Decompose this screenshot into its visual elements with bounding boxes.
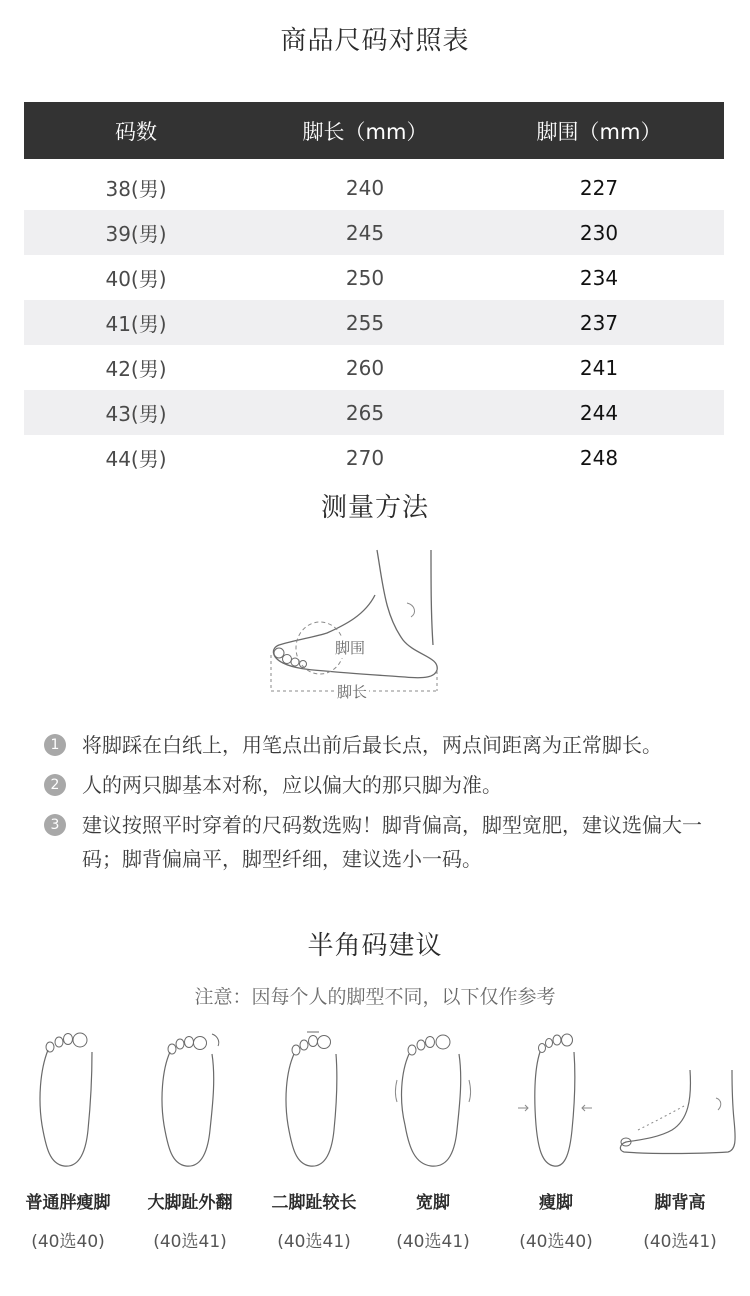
girth-cell: 244: [579, 400, 619, 425]
length-label: 脚长: [337, 683, 368, 701]
foot-type-name: 大脚趾外翻: [147, 1193, 233, 1213]
step-number-badge: 2: [44, 774, 66, 796]
girth-cell: 234: [579, 265, 619, 290]
step-item: [44, 768, 724, 802]
half-size-advice-title: 半角码建议: [307, 931, 443, 961]
header-foot-girth: 脚围（mm）: [536, 119, 662, 144]
high-instep-icon: [618, 1030, 742, 1168]
foot-type-size: (40选40): [519, 1232, 593, 1252]
measure-method-title: 测量方法: [320, 493, 429, 523]
foot-type-name: 宽脚: [416, 1193, 450, 1213]
foot-type-size: (40选41): [153, 1232, 227, 1252]
size-cell: 41(男): [105, 312, 167, 336]
foot-type-item: [252, 1030, 376, 1252]
size-chart-title: 商品尺码对照表: [280, 26, 470, 56]
girth-cell: 248: [579, 445, 619, 470]
foot-type-item: [494, 1030, 618, 1252]
table-row: [24, 345, 724, 390]
foot-type-item: [128, 1030, 252, 1252]
foot-type-size: (40选41): [643, 1232, 717, 1252]
advice-note: 注意：因每个人的脚型不同，以下仅作参考: [194, 986, 556, 1008]
foot-type-size: (40选41): [396, 1232, 470, 1252]
step-number-badge: 1: [44, 734, 66, 756]
step-item: [44, 728, 724, 762]
step-text: 建议按照平时穿着的尺码数选购！脚背偏高，脚型宽肥，建议选偏大一码；脚背偏扁平，脚型纤细，建议选小一码。: [82, 813, 702, 871]
step-item: [44, 808, 724, 876]
wide-foot-icon: [393, 1030, 473, 1168]
size-cell: 44(男): [105, 447, 167, 471]
girth-cell: 230: [579, 220, 619, 245]
foot-type-name: 瘦脚: [539, 1193, 573, 1213]
size-cell: 39(男): [105, 222, 167, 246]
step-text: 人的两只脚基本对称，应以偏大的那只脚为准。: [82, 773, 502, 797]
step-number-badge: 3: [44, 814, 66, 836]
narrow-foot-icon: [516, 1030, 596, 1168]
girth-label: 脚围: [335, 639, 366, 657]
measure-steps: [44, 728, 724, 882]
table-row: [24, 435, 724, 480]
foot-type-list: [0, 1030, 750, 1260]
step-text: 将脚踩在白纸上，用笔点出前后最长点，两点间距离为正常脚长。: [82, 733, 662, 757]
table-row: [24, 255, 724, 300]
foot-type-size: (40选41): [277, 1232, 351, 1252]
length-cell: 260: [345, 355, 385, 380]
size-table: [24, 102, 724, 480]
size-cell: 42(男): [105, 357, 167, 381]
foot-type-item: [6, 1030, 130, 1252]
table-row: [24, 300, 724, 345]
length-cell: 255: [345, 310, 385, 335]
foot-type-item: [618, 1030, 742, 1252]
girth-cell: 241: [579, 355, 619, 380]
header-size: 码数: [115, 119, 157, 144]
table-row: [24, 165, 724, 210]
foot-type-item: [371, 1030, 495, 1252]
size-cell: 43(男): [105, 402, 167, 426]
girth-cell: 227: [579, 175, 619, 200]
length-cell: 265: [345, 400, 385, 425]
bunion-foot-icon: [150, 1030, 230, 1168]
table-row: [24, 210, 724, 255]
length-cell: 245: [345, 220, 385, 245]
foot-measure-illustration: [265, 545, 445, 705]
length-cell: 240: [345, 175, 385, 200]
length-cell: 250: [345, 265, 385, 290]
header-foot-length: 脚长（mm）: [302, 119, 428, 144]
foot-type-name: 二脚趾较长: [271, 1193, 357, 1213]
foot-type-name: 脚背高: [654, 1193, 706, 1213]
foot-type-size: (40选40): [31, 1232, 105, 1252]
size-cell: 40(男): [105, 267, 167, 291]
table-header: [24, 102, 724, 159]
girth-cell: 237: [579, 310, 619, 335]
normal-foot-icon: [28, 1030, 108, 1168]
table-row: [24, 390, 724, 435]
foot-type-name: 普通胖瘦脚: [25, 1193, 111, 1213]
long-second-toe-icon: [274, 1030, 354, 1168]
size-cell: 38(男): [105, 177, 167, 201]
length-cell: 270: [345, 445, 385, 470]
